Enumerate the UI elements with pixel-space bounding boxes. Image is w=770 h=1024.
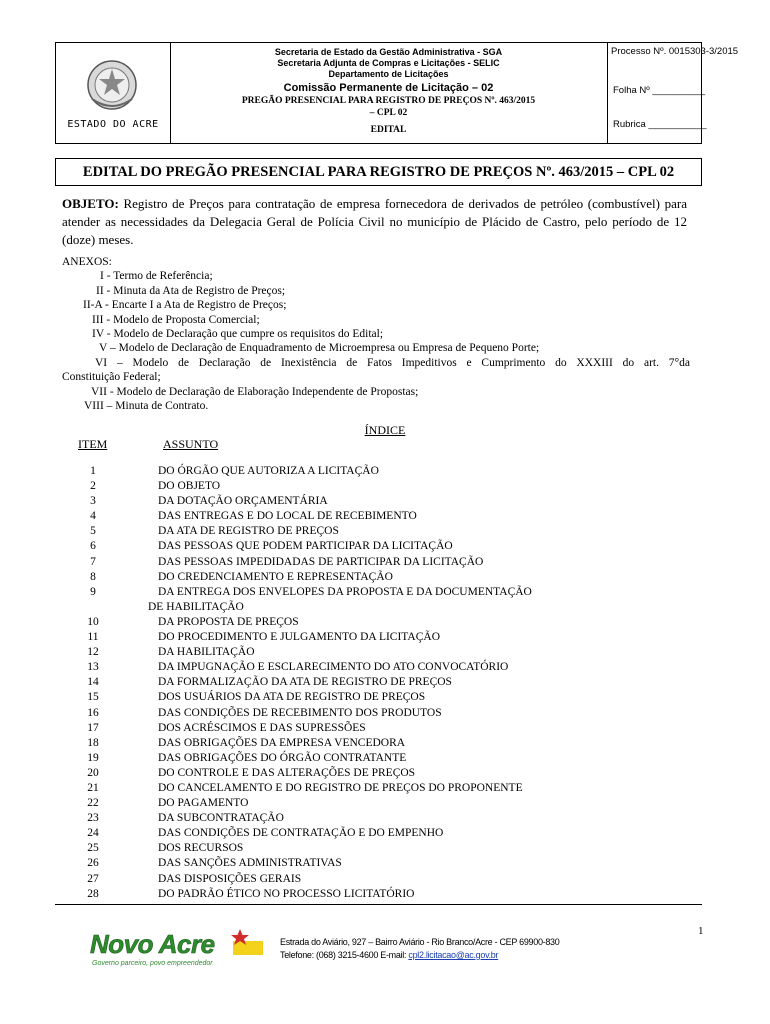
indice-row	[0, 480, 770, 495]
indice-row	[0, 601, 770, 616]
indice-row	[0, 571, 770, 586]
indice-item-subject: DO CONTROLE E DAS ALTERAÇÕES DE PREÇOS	[158, 766, 416, 779]
indice-item-number: 20	[87, 766, 99, 779]
header-right-cell	[607, 43, 739, 143]
indice-item-number: 26	[87, 857, 99, 870]
indice-item-subject: DO PADRÃO ÉTICO NO PROCESSO LICITATÓRIO	[158, 887, 415, 900]
indice-row	[0, 873, 770, 888]
footer-address	[280, 936, 559, 962]
indice-item-subject: DA DOTAÇÃO ORÇAMENTÁRIA	[158, 495, 328, 508]
contact-line	[280, 949, 559, 962]
phone-text: Telefone: (068) 3215-4600 E-mail:	[280, 950, 409, 960]
indice-item-subject: DOS ACRÉSCIMOS E DAS SUPRESSÕES	[158, 721, 366, 734]
anexo-item: Constituição Federal;	[62, 371, 161, 384]
indice-item-number: 23	[87, 812, 99, 825]
email-link[interactable]: cpl2.licitacao@ac.gov.br	[408, 950, 499, 960]
indice-item-number: 27	[87, 872, 99, 885]
anexo-item: VI – Modelo de Declaração de Inexistência de Fatos Impeditivos e Cumprimento do XXXIII do art. 7°da	[95, 356, 690, 369]
indice-item-subject: DAS CONDIÇÕES DE RECEBIMENTO DOS PRODUTOS	[158, 706, 442, 719]
indice-row	[0, 631, 770, 646]
indice-item-number: 13	[87, 661, 99, 674]
secretaria-line: Secretaria de Estado da Gestão Administrativa - SGA	[274, 47, 503, 57]
indice-item-number: 12	[87, 646, 99, 659]
indice-row	[0, 556, 770, 571]
indice-row	[0, 510, 770, 525]
objeto-paragraph	[62, 195, 687, 249]
indice-item-number: 2	[90, 480, 96, 493]
anexo-item: III - Modelo de Proposta Comercial;	[92, 313, 260, 326]
indice-row	[0, 827, 770, 842]
folha-field: Folha Nº __________	[613, 85, 706, 96]
page-number: 1	[698, 925, 704, 937]
anexo-item: V – Modelo de Declaração de Enquadramento de Microempresa ou Empresa de Pequeno Porte;	[99, 342, 540, 355]
indice-item-subject: DAS DISPOSIÇÕES GERAIS	[158, 872, 302, 885]
indice-row	[0, 812, 770, 827]
indice-row	[0, 797, 770, 812]
indice-item-number: 11	[87, 631, 99, 644]
indice-item-subject: DAS OBRIGAÇÕES DO ÓRGÃO CONTRATANTE	[158, 751, 407, 764]
indice-item-number: 3	[90, 495, 96, 508]
indice-row	[0, 857, 770, 872]
indice-row	[0, 752, 770, 767]
indice-col-assunto: ASSUNTO	[163, 437, 219, 451]
indice-item-number: 1	[90, 465, 96, 477]
indice-item-subject: DAS OBRIGAÇÕES DA EMPRESA VENCEDORA	[158, 736, 406, 749]
indice-row	[0, 737, 770, 752]
indice-item-subject: DAS CONDIÇÕES DE CONTRATAÇÃO E DO EMPENHO	[158, 827, 444, 840]
pregao-line-1: PREGÃO PRESENCIAL PARA REGISTRO DE PREÇOS Nº. 463/2015	[241, 96, 536, 106]
indice-item-subject: DAS ENTREGAS E DO LOCAL DE RECEBIMENTO	[158, 510, 417, 523]
departamento-line: Departamento de Licitações	[328, 69, 449, 79]
anexo-item: I - Termo de Referência;	[100, 270, 213, 283]
anexos-list	[62, 255, 690, 413]
svg-text:Governo parceiro, povo empreen: Governo parceiro, povo empreendedor	[92, 960, 213, 967]
indice-item-subject: DA HABILITAÇÃO	[158, 646, 255, 659]
indice-item-number: 8	[90, 570, 96, 583]
anexo-item: VIII – Minuta de Contrato.	[84, 400, 209, 413]
svg-text:Novo Acre: Novo Acre	[90, 929, 215, 959]
indice-item-subject: DOS USUÁRIOS DA ATA DE REGISTRO DE PREÇOS	[158, 691, 426, 704]
indice-item-number: 28	[87, 887, 99, 900]
indice-item-number: 7	[90, 555, 96, 568]
address-line: Estrada do Aviário, 927 – Bairro Aviário - Rio Branco/Acre - CEP 69900-830	[280, 937, 560, 947]
indice-col-item: ITEM	[78, 437, 108, 451]
comissao-line: Comissão Permanente de Licitação – 02	[283, 82, 494, 94]
indice-item-subject: DAS PESSOAS QUE PODEM PARTICIPAR DA LICITAÇÃO	[158, 540, 453, 553]
footer-rule	[55, 904, 702, 905]
anexo-item: II - Minuta da Ata de Registro de Preços;	[96, 284, 286, 297]
indice-item-subject: DO PAGAMENTO	[158, 797, 249, 810]
anexo-item: VII - Modelo de Declaração de Elaboração Independente de Propostas;	[91, 385, 419, 398]
anexo-item: II-A - Encarte I a Ata de Registro de Preços;	[83, 299, 287, 312]
indice-row	[0, 782, 770, 797]
indice-row	[0, 646, 770, 661]
indice-row	[0, 707, 770, 722]
novo-acre-logo	[88, 925, 268, 969]
indice-item-subject: DO PROCEDIMENTO E JULGAMENTO DA LICITAÇÃO	[158, 631, 440, 644]
indice-row	[0, 842, 770, 857]
processo-number: Processo Nº. 0015303-3/2015	[611, 46, 739, 57]
indice-row	[0, 767, 770, 782]
edital-label: EDITAL	[370, 125, 407, 135]
indice-item-number: 9	[90, 585, 96, 598]
objeto-text: Registro de Preços para contratação de empresa fornecedora de derivados de petróleo (combustível) para atender as necessidades da Delegacia Geral de Polícia Civil no município de Plácido de Castro, pelo período de 12 (doze) meses.	[62, 196, 687, 247]
indice-item-number: 6	[90, 540, 96, 553]
header-center-cell	[170, 43, 608, 143]
indice-row	[0, 540, 770, 555]
document-header	[55, 42, 739, 144]
indice-item-subject: DA ATA DE REGISTRO DE PREÇOS	[158, 525, 339, 538]
indice-row	[0, 676, 770, 691]
anexos-label: ANEXOS:	[62, 256, 112, 268]
indice-row	[0, 495, 770, 510]
indice-row	[0, 616, 770, 631]
indice-item-number: 25	[87, 842, 99, 855]
indice-item-subject: DO ÓRGÃO QUE AUTORIZA A LICITAÇÃO	[158, 465, 379, 477]
indice-item-subject: DO CANCELAMENTO E DO REGISTRO DE PREÇOS DO PROPONENTE	[158, 781, 523, 794]
indice-item-number: 24	[87, 827, 99, 840]
indice-item-number: 22	[87, 797, 99, 810]
indice-item-subject: DA IMPUGNAÇÃO E ESCLARECIMENTO DO ATO CONVOCATÓRIO	[158, 661, 509, 674]
indice-item-number: 15	[87, 691, 99, 704]
estado-label: ESTADO DO ACRE	[67, 119, 159, 130]
indice-row	[0, 586, 770, 601]
indice-item-number: 21	[87, 781, 99, 794]
indice-item-number: 4	[90, 510, 96, 523]
indice-item-number: 17	[87, 721, 99, 734]
indice-item-subject: DOS RECURSOS	[158, 842, 244, 855]
indice-item-subject: DAS SANÇÕES ADMINISTRATIVAS	[158, 857, 342, 870]
indice-item-subject: DA ENTREGA DOS ENVELOPES DA PROPOSTA E DA DOCUMENTAÇÃO	[158, 585, 532, 598]
indice-row	[0, 465, 770, 480]
indice-row	[0, 722, 770, 737]
indice-item-number: 19	[87, 751, 99, 764]
indice-item-subject: DAS PESSOAS IMPEDIDADAS DE PARTICIPAR DA LICITAÇÃO	[158, 555, 484, 568]
rubrica-field: Rubrica ___________	[613, 119, 707, 130]
indice-row-continuation: DE HABILITAÇÃO	[148, 600, 244, 613]
indice-title: ÍNDICE	[364, 423, 406, 437]
indice-table	[0, 465, 770, 903]
coat-of-arms-icon	[86, 59, 138, 111]
pregao-line-2: – CPL 02	[369, 108, 408, 118]
indice-item-number: 16	[87, 706, 99, 719]
adjunta-line: Secretaria Adjunta de Compras e Licitações - SELIC	[277, 58, 500, 68]
indice-row	[0, 888, 770, 903]
indice-item-subject: DO OBJETO	[158, 480, 221, 493]
indice-item-subject: DA SUBCONTRATAÇÃO	[158, 812, 284, 825]
indice-item-number: 14	[87, 676, 99, 689]
indice-row	[0, 661, 770, 676]
indice-item-subject: DA FORMALIZAÇÃO DA ATA DE REGISTRO DE PREÇOS	[158, 676, 452, 689]
indice-item-subject: DA PROPOSTA DE PREÇOS	[158, 615, 299, 628]
indice-row	[0, 691, 770, 706]
indice-item-number: 5	[90, 525, 96, 538]
objeto-label: OBJETO:	[62, 196, 119, 211]
indice-item-subject: DO CREDENCIAMENTO E REPRESENTAÇÃO	[158, 570, 393, 583]
anexo-item: IV - Modelo de Declaração que cumpre os requisitos do Edital;	[92, 328, 384, 341]
indice-item-number: 18	[87, 736, 99, 749]
document-title: EDITAL DO PREGÃO PRESENCIAL PARA REGISTRO DE PREÇOS Nº. 463/2015 – CPL 02	[55, 158, 702, 186]
indice-row	[0, 525, 770, 540]
indice-item-number: 10	[87, 615, 99, 628]
header-logo-cell	[56, 43, 171, 143]
